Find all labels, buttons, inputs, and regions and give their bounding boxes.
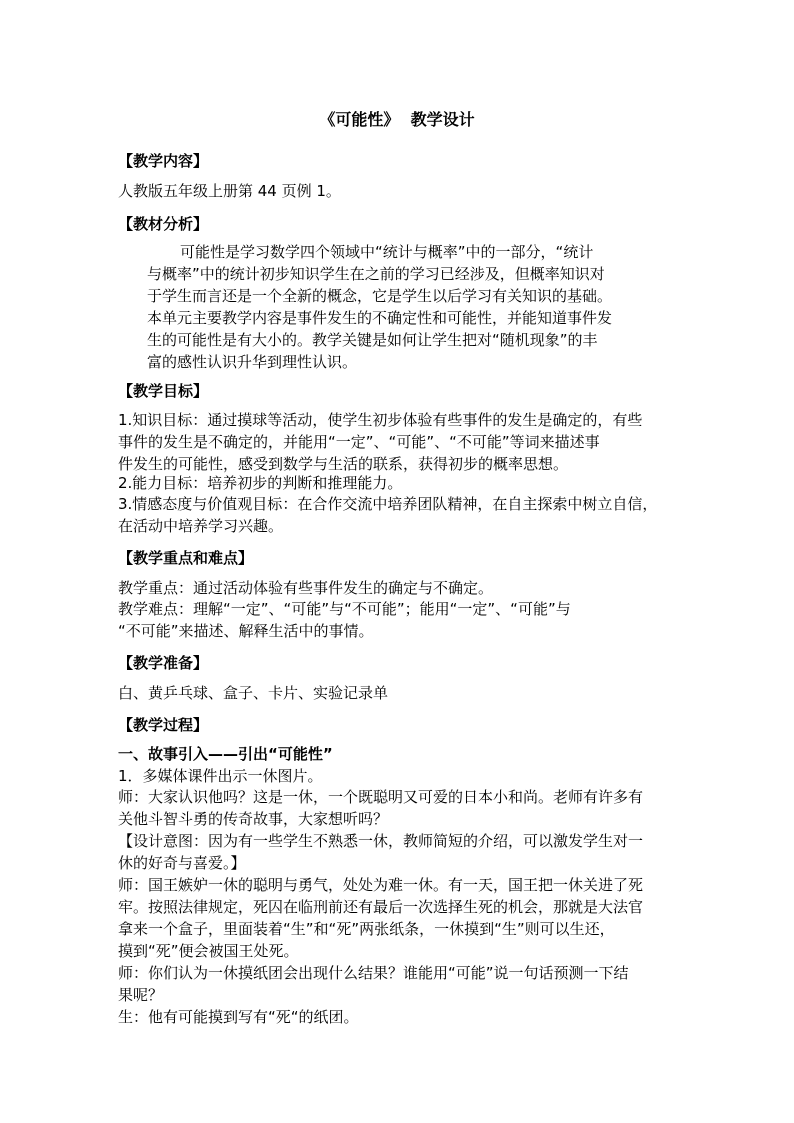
goals-line: 2.能力目标：培养初步的判断和推理能力。 <box>118 474 403 492</box>
key-points-line: “不可能”来描述、解释生活中的事情。 <box>118 622 374 640</box>
content-line: 人教版五年级上册第 44 页例 1。 <box>118 182 341 200</box>
analysis-line: 可能性是学习数学四个领域中“统计与概率”中的一部分，“统计 <box>180 243 594 261</box>
key-points-line: 教学重点：通过活动体验有些事件发生的确定与不确定。 <box>118 579 494 597</box>
process-line: 休的好奇与喜爱。】 <box>118 854 246 872</box>
analysis-line: 本单元主要教学内容是事件发生的不确定性和可能性，并能知道事件发 <box>147 309 613 327</box>
section-heading-key-points: 【教学重点和难点】 <box>118 549 254 567</box>
goals-line: 1.知识目标：通过摸球等活动，使学生初步体验有些事件的发生是确定的，有些 <box>118 411 643 429</box>
goals-line: 在活动中培养学习兴趣。 <box>118 517 284 535</box>
goals-line: 事件的发生是不确定的，并能用“一定”、“可能”、“不可能”等词来描述事 <box>118 433 600 451</box>
preparation-line: 白、黄乒乓球、盒子、卡片、实验记录单 <box>118 684 389 702</box>
section-heading-content: 【教学内容】 <box>118 152 209 170</box>
process-line: 师：你们认为一休摸纸团会出现什么结果？谁能用“可能”说一句话预测一下结 <box>118 964 629 982</box>
process-line: 拿来一个盒子，里面装着“生”和“死”两张纸条，一休摸到“生”则可以生还， <box>118 920 615 938</box>
process-line: 生：他有可能摸到写有“死“的纸团。 <box>118 1008 359 1026</box>
process-line: 牢。按照法律规定，死囚在临刑前还有最后一次选择生死的机会，那就是大法官 <box>118 898 644 916</box>
process-line: 果呢？ <box>118 986 164 1004</box>
process-line: 关他斗智斗勇的传奇故事，大家想听吗？ <box>118 810 389 828</box>
goals-line: 3.情感态度与价值观目标：在合作交流中培养团队精神，在自主探索中树立自信， <box>118 495 658 513</box>
process-line: 摸到“死”便会被国王处死。 <box>118 942 299 960</box>
analysis-line: 生的可能性是有大小的。教学关键是如何让学生把对“随机现象”的丰 <box>147 331 598 349</box>
analysis-line: 于学生而言还是一个全新的概念，它是学生以后学习有关知识的基础。 <box>147 287 613 305</box>
process-line: 师：大家认识他吗？这是一休，一个既聪明又可爱的日本小和尚。老师有许多有 <box>118 788 644 806</box>
analysis-line: 富的感性认识升华到理性认识。 <box>147 353 358 371</box>
document-title: 《可能性》 教学设计 <box>319 110 475 129</box>
goals-line: 件发生的可能性，感受到数学与生活的联系，获得初步的概率思想。 <box>118 455 569 473</box>
section-heading-goals: 【教学目标】 <box>118 382 209 400</box>
process-line: 师：国王嫉妒一休的聪明与勇气，处处为难一休。有一天，国王把一休关进了死 <box>118 876 644 894</box>
section-heading-process: 【教学过程】 <box>118 716 209 734</box>
process-line: 【设计意图：因为有一些学生不熟悉一休，教师简短的介绍，可以激发学生对一 <box>118 832 644 850</box>
key-points-line: 教学难点：理解“一定”、“可能”与“不可能”；能用“一定”、“可能”与 <box>118 600 571 618</box>
section-heading-analysis: 【教材分析】 <box>118 215 209 233</box>
analysis-line: 与概率”中的统计初步知识学生在之前的学习已经涉及，但概率知识对 <box>147 265 605 283</box>
process-subheading: 一、故事引入——引出“可能性” <box>118 745 333 763</box>
section-heading-preparation: 【教学准备】 <box>118 654 209 672</box>
process-line: 1．多媒体课件出示一休图片。 <box>118 767 323 785</box>
